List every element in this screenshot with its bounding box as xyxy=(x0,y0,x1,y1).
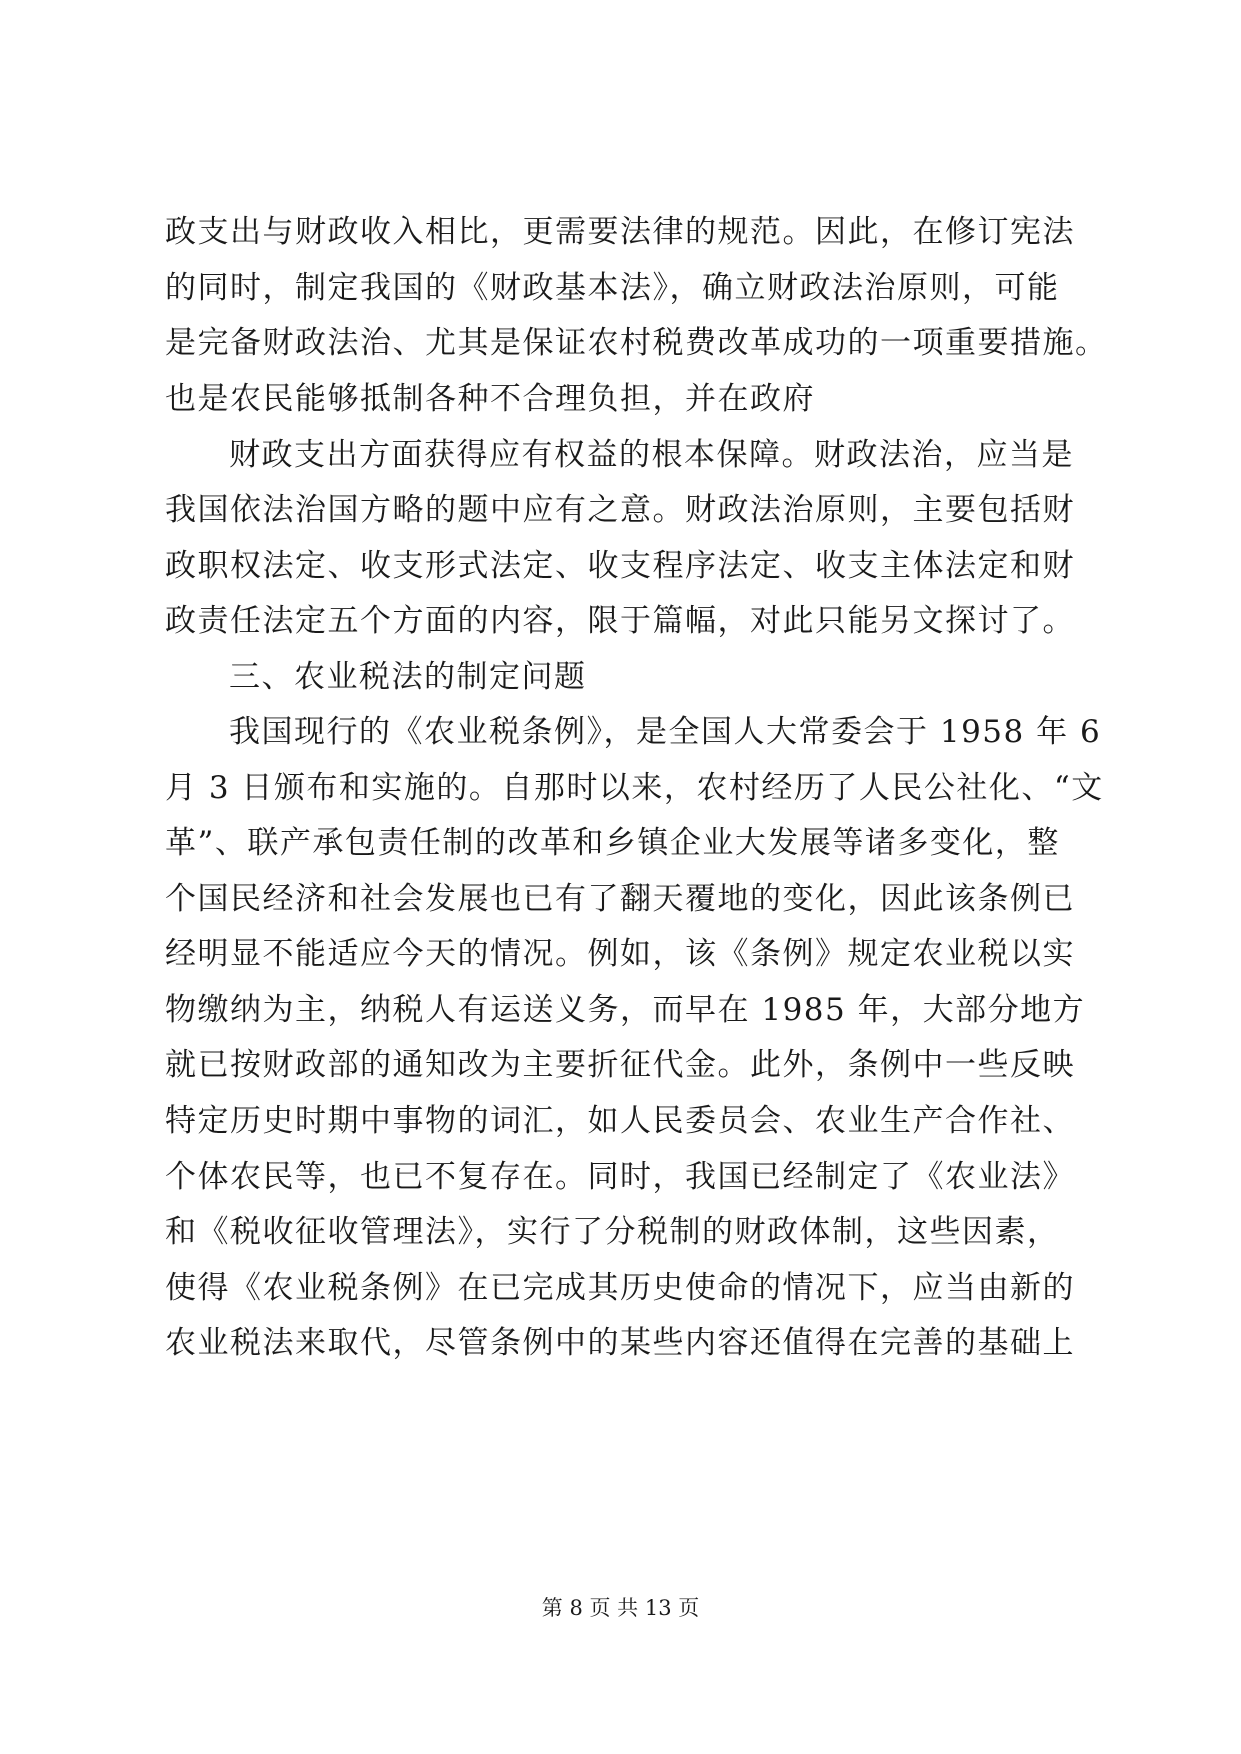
text-line: 使得《农业税条例》在已完成其历史使命的情况下，应当由新的 xyxy=(165,1270,1075,1306)
page-number-footer: 第 8 页 共 13 页 xyxy=(541,1596,700,1620)
paragraph-first-line: 财政支出方面获得应有权益的根本保障。财政法治，应当是 xyxy=(229,437,1074,473)
text-line: 政责任法定五个方面的内容，限于篇幅，对此只能另文探讨了。 xyxy=(165,603,1075,639)
text-line: 月 3 日颁布和实施的。自那时以来，农村经历了人民公社化、“文 xyxy=(165,770,1104,806)
text-line: 的同时，制定我国的《财政基本法》，确立财政法治原则，可能 xyxy=(165,270,1060,306)
section-heading: 三、农业税法的制定问题 xyxy=(229,659,587,695)
text-line: 经明显不能适应今天的情况。例如，该《条例》规定农业税以实 xyxy=(165,936,1075,972)
text-line: 政职权法定、收支形式法定、收支程序法定、收支主体法定和财 xyxy=(165,548,1075,584)
text-line: 就已按财政部的通知改为主要折征代金。此外，条例中一些反映 xyxy=(165,1047,1075,1083)
text-line: 个国民经济和社会发展也已有了翻天覆地的变化，因此该条例已 xyxy=(165,881,1075,917)
text-line: 我国依法治国方略的题中应有之意。财政法治原则，主要包括财 xyxy=(165,492,1075,528)
paragraph-first-line: 我国现行的《农业税条例》，是全国人大常委会于 1958 年 6 xyxy=(229,714,1102,750)
text-line: 是完备财政法治、尤其是保证农村税费改革成功的一项重要措施。 xyxy=(165,325,1108,361)
text-line: 和《税收征收管理法》，实行了分税制的财政体制，这些因素， xyxy=(165,1214,1060,1250)
text-line: 个体农民等，也已不复存在。同时，我国已经制定了《农业法》 xyxy=(165,1159,1075,1195)
text-line: 特定历史时期中事物的词汇，如人民委员会、农业生产合作社、 xyxy=(165,1103,1075,1139)
text-line: 革”、联产承包责任制的改革和乡镇企业大发展等诸多变化，整 xyxy=(165,825,1060,861)
text-line: 物缴纳为主，纳税人有运送义务，而早在 1985 年，大部分地方 xyxy=(165,992,1086,1028)
text-line: 农业税法来取代，尽管条例中的某些内容还值得在完善的基础上 xyxy=(165,1325,1075,1361)
text-line: 也是农民能够抵制各种不合理负担，并在政府 xyxy=(165,381,815,417)
text-line: 政支出与财政收入相比，更需要法律的规范。因此，在修订宪法 xyxy=(165,214,1075,250)
